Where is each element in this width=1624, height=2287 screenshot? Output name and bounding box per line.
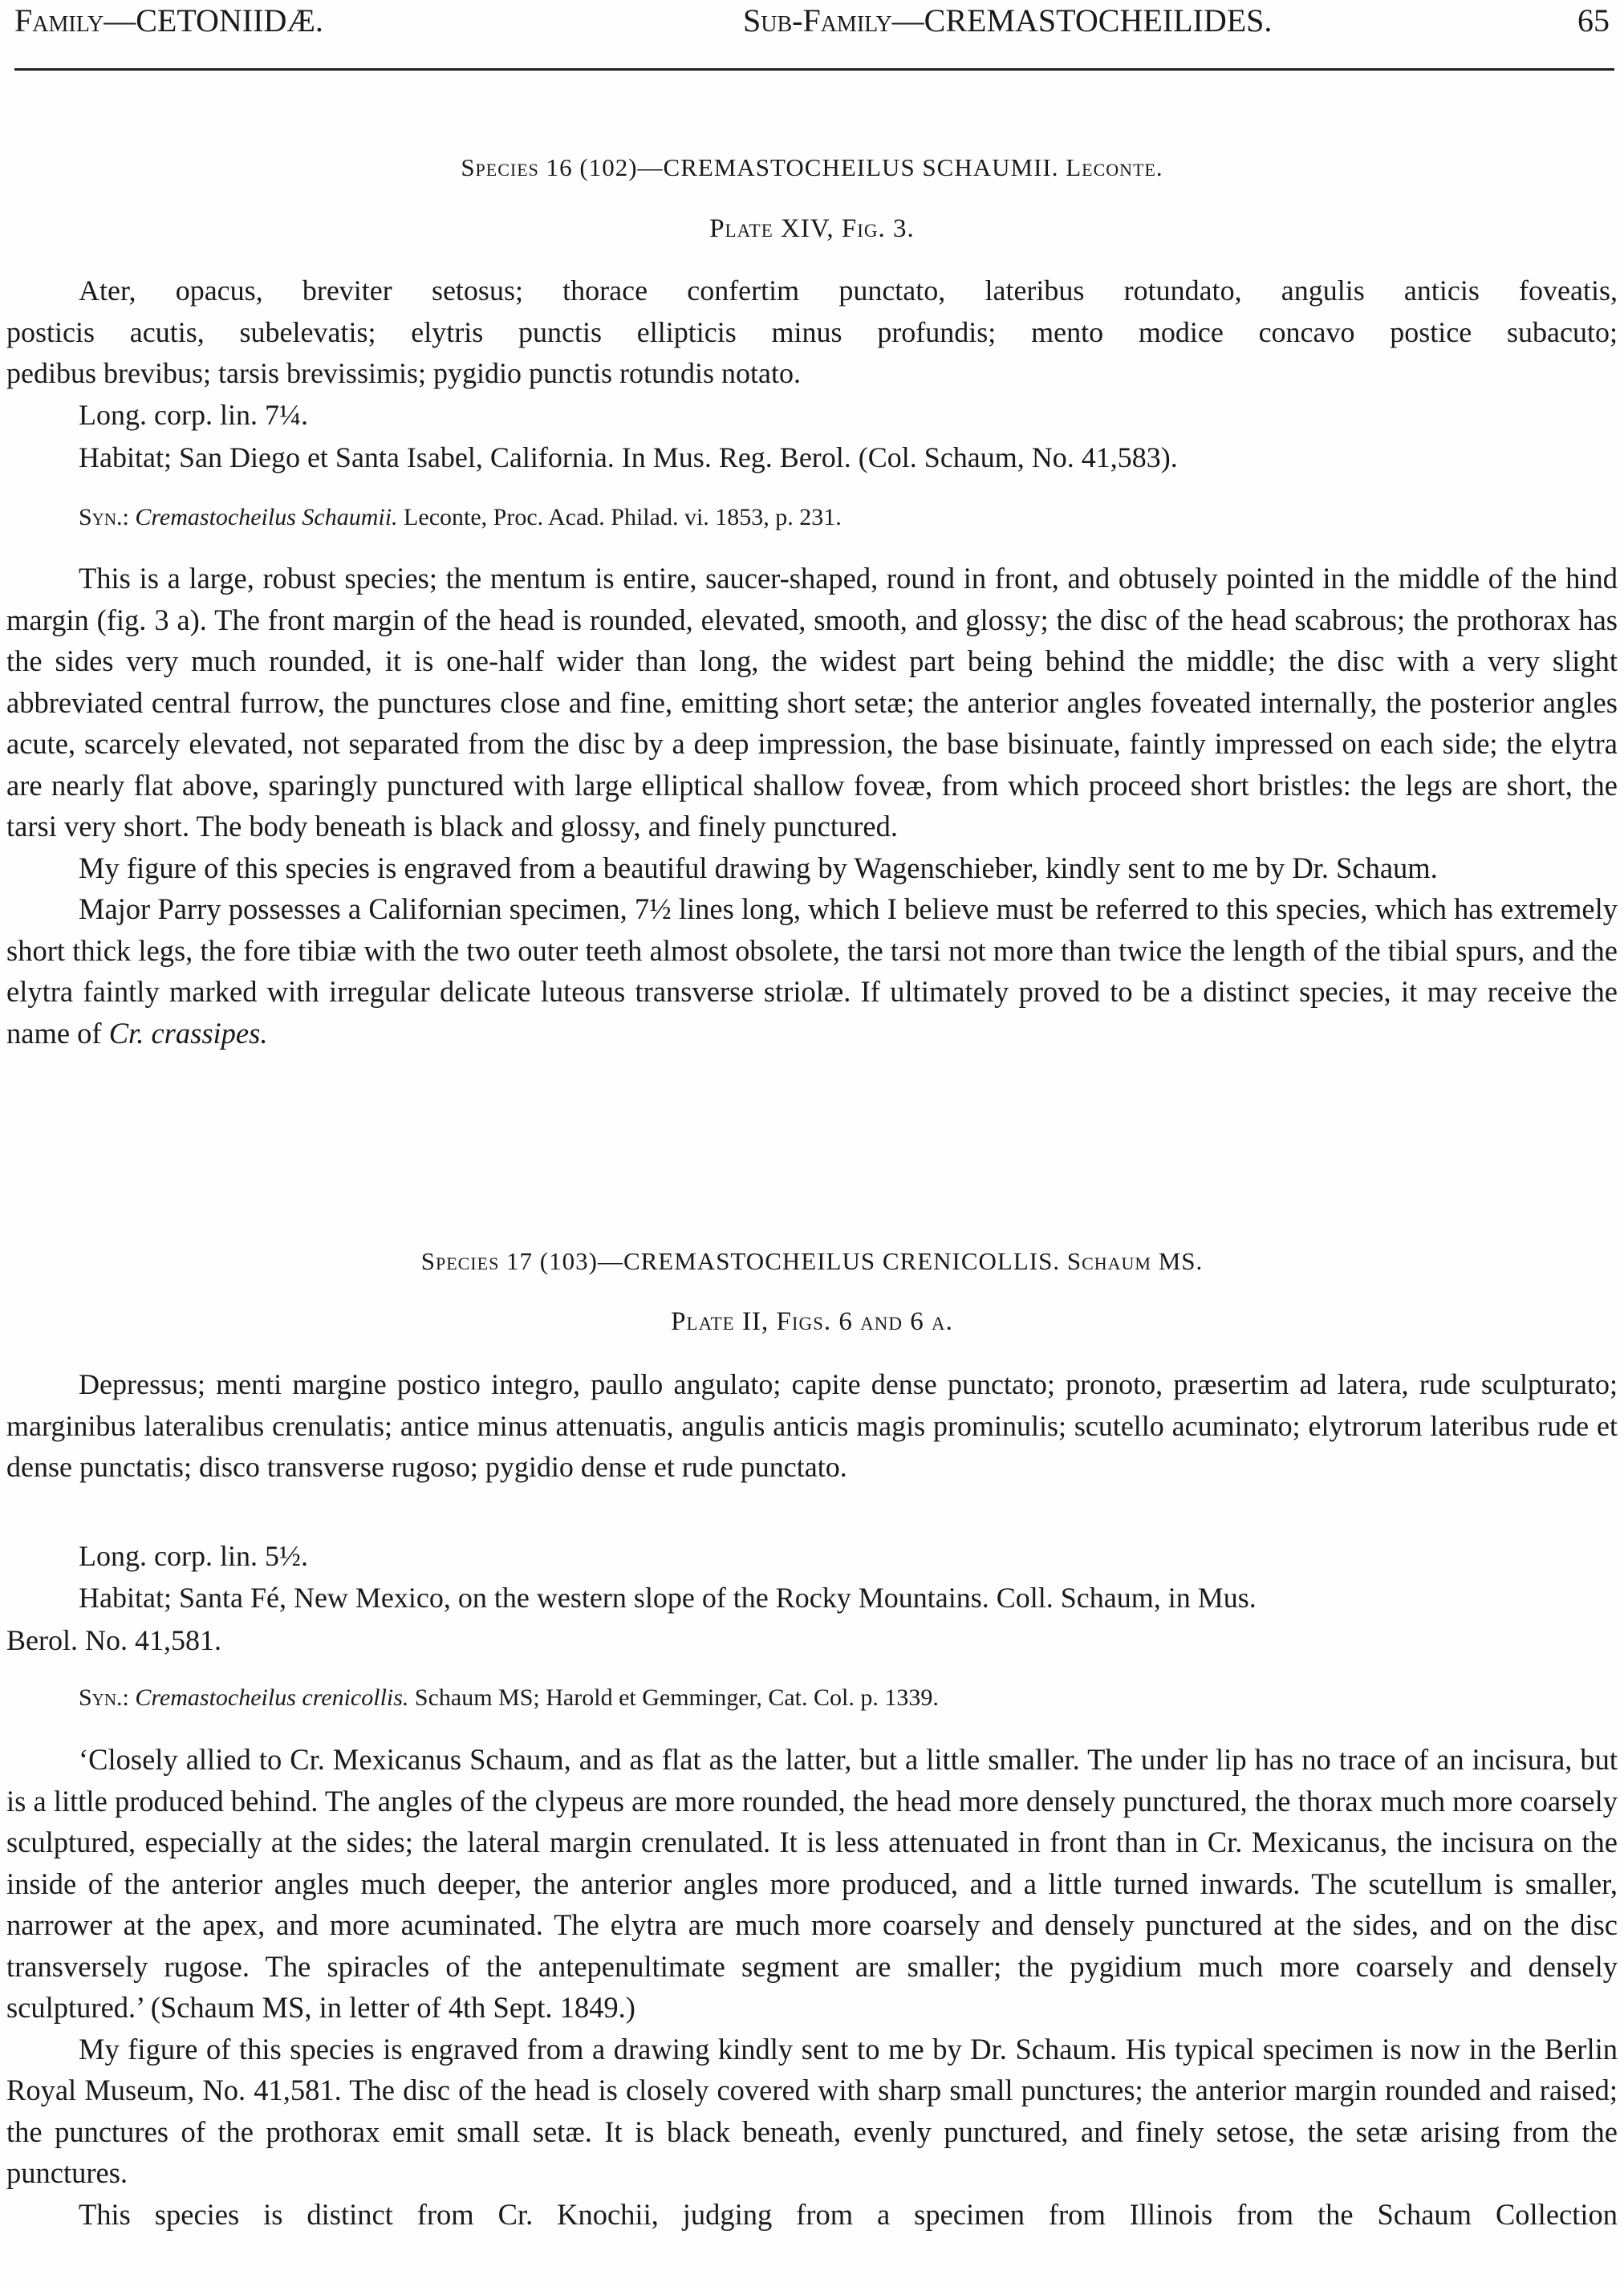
parry-paragraph	[6, 888, 1618, 1054]
syn-reference: Leconte, Proc. Acad. Philad. vi. 1853, p. 231.	[404, 504, 842, 530]
syn-name: Cremastocheilus Schaumii.	[135, 504, 398, 530]
header-rule	[14, 68, 1614, 71]
species-17-synonymy	[79, 1680, 1618, 1716]
figure-paragraph: My figure of this species is engraved from a beautiful drawing by Wagenschieber, kindly sent to me by Dr. Schaum.	[79, 851, 1438, 884]
species-17-length: Long. corp. lin. 5½.	[79, 1540, 308, 1572]
description-paragraph: This is a large, robust species; the mentum is entire, saucer-shaped, round in front, and obtusely pointed in the middle of the hind margin (fig. 3 a). The front margin of the head is rounded, elevated, smooth, and glossy; the disc of the head scabrous; the prothorax has the sides very much rounded, it is one-half wider than long, the widest part being behind the middle; the disc with a very slight abbreviated central furrow, the punctures close and fine, emitting short setæ; the anterior angles foveated internally, the posterior angles acute, scarcely elevated, not separated from the disc by a deep impression, the base bisinuate, faintly impressed on each side; the elytra are nearly flat above, sparingly punctured with large elliptical shallow foveæ, from which proceed short bristles: the legs are short, the tarsi very short. The body beneath is black and glossy, and finely punctured.	[6, 562, 1618, 843]
species-17-heading: Species 17 (103)—CREMASTOCHEILUS CRENICOLLIS. Schaum MS.	[420, 1247, 1204, 1275]
species-17-plate: Plate II, Figs. 6 and 6 a.	[671, 1307, 953, 1336]
species-16-description	[6, 558, 1618, 1054]
species-16-synonymy	[79, 500, 1618, 535]
header-family: Family—CETONIIDÆ.	[14, 2, 323, 39]
syn-label: Syn.:	[79, 504, 129, 530]
latin-line-2: posticis acutis, subelevatis; elytris punctis ellipticis minus profundis; mento modice concavo postice subacuto;	[6, 315, 1618, 348]
species-16-length: Long. corp. lin. 7¼.	[79, 399, 308, 431]
parry-text: Major Parry possesses a Californian specimen, 7½ lines long, which I believe must be referred to this species, which has extremely short thick legs, the fore tibiæ with the two outer teeth almost obsolete, the tarsi not more than twice the length of the tibial spurs, and the elytra faintly marked with irregular delicate luteous transverse striolæ. If ultimately proved to be a distinct species, it may receive the name of	[6, 892, 1618, 1050]
species-16-heading: Species 16 (102)—CREMASTOCHEILUS SCHAUMII. Leconte.	[461, 153, 1163, 181]
species-16-habitat: Habitat; San Diego et Santa Isabel, California. In Mus. Reg. Berol. (Col. Schaum, No. 41,583).	[79, 441, 1178, 473]
syn-name: Cremastocheilus crenicollis.	[135, 1684, 409, 1711]
page-number: 65	[1577, 2, 1610, 39]
species-17-habitat-1: Habitat; Santa Fé, New Mexico, on the western slope of the Rocky Mountains. Coll. Schaum, in Mus.	[79, 1582, 1257, 1614]
latin-paragraph: Depressus; menti margine postico integro, paullo angulato; capite dense punctato; pronoto, præsertim ad latera, rude sculpturato; marginibus lateralibus crenulatis; antice minus attenuatis, angulis anticis magis prominulis; scutello acuminato; elytrorum lateribus rude et dense punctatis; disco transverse rugoso; pygidio dense et rude punctato.	[6, 1368, 1618, 1483]
figure-paragraph: My figure of this species is engraved from a drawing kindly sent to me by Dr. Schaum. His typical specimen is now in the Berlin Royal Museum, No. 41,581. The disc of the head is closely covered with sharp small punctures; the anterior margin rounded and raised; the punctures of the prothorax emit small setæ. It is black beneath, evenly punctured, and finely setose, the setæ arising from the punctures.	[6, 2032, 1618, 2189]
species-17-latin-description	[6, 1364, 1618, 1489]
syn-label: Syn.:	[79, 1684, 129, 1711]
crassipes-name: Cr. crassipes.	[108, 1016, 268, 1050]
running-head	[14, 2, 1610, 40]
latin-line-3: pedibus brevibus; tarsis brevissimis; pygidio punctis rotundis notato.	[6, 357, 801, 389]
distinct-paragraph: This species is distinct from Cr. Knochii, judging from a specimen from Illinois from the Schaum Collection	[79, 2197, 1618, 2231]
syn-reference: Schaum MS; Harold et Gemminger, Cat. Col. p. 1339.	[414, 1684, 939, 1711]
schaum-quote: ‘Closely allied to Cr. Mexicanus Schaum, and as flat as the latter, but a little smaller. The under lip has no trace of an incisura, but is a little produced behind. The angles of the clypeus are more rounded, the head more densely punctured, the thorax much more coarsely sculptured, especially at the sides; the lateral margin crenulated. It is less attenuated in front than in Cr. Mexicanus, the incisura on the inside of the anterior angles much deeper, the anterior angles more produced, and a little turned inwards. The scutellum is smaller, narrower at the apex, and more acuminated. The elytra are much more coarsely and densely punctured at the sides, and on the disc transversely rugose. The spiracles of the antepenultimate segment are smaller; the pygidium much more coarsely and densely sculptured.’ (Schaum MS, in letter of 4th Sept. 1849.)	[6, 1743, 1618, 2024]
species-16-plate: Plate XIV, Fig. 3.	[709, 214, 915, 243]
species-17-description	[6, 1739, 1618, 2235]
header-subfamily: Sub-Family—CREMASTOCHEILIDES.	[743, 2, 1273, 39]
species-16-latin-description	[6, 270, 1618, 395]
species-17-habitat-2: Berol. No. 41,581.	[6, 1624, 221, 1656]
latin-line-1: Ater, opacus, breviter setosus; thorace confertim punctato, lateribus rotundato, angulis anticis foveatis,	[79, 274, 1618, 307]
